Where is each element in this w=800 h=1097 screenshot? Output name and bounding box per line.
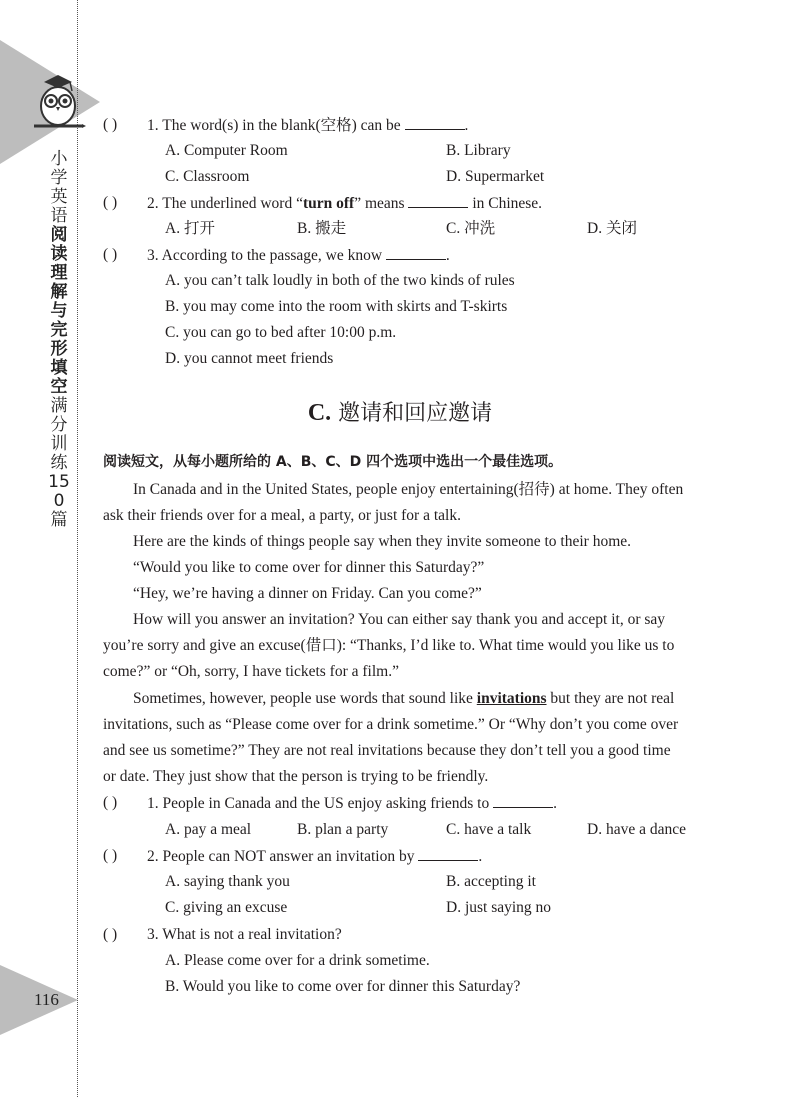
owl-mascot-icon <box>30 72 86 132</box>
answer-blank <box>418 846 478 861</box>
answer-paren: ( ) <box>103 847 118 864</box>
passage-line: and see us sometime?” They are not real invitations because they don’t tell you a good time <box>103 742 671 759</box>
section-title: C. 邀请和回应邀请 <box>307 400 493 426</box>
passage-line: “Hey, we’re having a dinner on Friday. Can you come?” <box>133 585 482 602</box>
answer-paren: ( ) <box>103 194 118 211</box>
passage-line: you’re sorry and give an excuse(借口): “Thanks, I’d like to. What time would you like us to <box>103 637 675 654</box>
answer-blank <box>405 115 465 130</box>
option-a: A. pay a meal <box>165 821 252 838</box>
question-stem: 2. The underlined word “turn off” means in Chinese. <box>147 195 543 212</box>
passage-line: How will you answer an invitation? You can either say thank you and accept it, or say <box>133 611 666 628</box>
book-title-bold: 阅读理解与完形填空 <box>50 225 68 397</box>
option-a: A. you can’t talk loudly in both of the two kinds of rules <box>165 272 515 289</box>
book-series-title <box>46 150 72 530</box>
question-stem: 1. People in Canada and the US enjoy asking friends to . <box>147 795 557 812</box>
option-b: B. 搬走 <box>297 220 347 237</box>
answer-paren: ( ) <box>103 246 118 263</box>
binding-dotted-line <box>77 0 78 1097</box>
question-stem: 3. According to the passage, we know . <box>147 247 450 264</box>
passage-line: Sometimes, however, people use words that sound like invitations but they are not real <box>133 690 675 707</box>
option-a: A. saying thank you <box>165 873 290 890</box>
option-b: B. accepting it <box>446 873 536 890</box>
option-c: C. giving an excuse <box>165 899 288 916</box>
book-title-light-2: 满分训练 150 篇 <box>48 396 70 530</box>
keyword-invitations: invitations <box>476 690 547 707</box>
option-c: C. 冲洗 <box>446 220 496 237</box>
answer-blank <box>386 245 446 260</box>
option-b: B. Library <box>446 142 511 159</box>
passage-line: or date. They just show that the person is trying to be friendly. <box>103 768 489 785</box>
question-stem: 3. What is not a real invitation? <box>147 926 342 943</box>
option-c: C. you can go to bed after 10:00 p.m. <box>165 324 397 341</box>
option-a: A. Computer Room <box>165 142 288 159</box>
passage-line: In Canada and in the United States, people enjoy entertaining(招待) at home. They often <box>133 481 684 498</box>
option-d: D. 关闭 <box>587 220 637 237</box>
book-title-light-1: 小学英语 <box>50 149 68 226</box>
option-a: A. 打开 <box>165 220 215 237</box>
page-number: 116 <box>34 990 59 1009</box>
option-a: A. Please come over for a drink sometime. <box>165 952 430 969</box>
question-stem: 1. The word(s) in the blank(空格) can be . <box>147 117 469 134</box>
passage-line: invitations, such as “Please come over for a drink sometime.” Or “Why don’t you come over <box>103 716 679 733</box>
option-d: D. have a dance <box>587 821 686 838</box>
option-d: D. Supermarket <box>446 168 545 185</box>
passage-line: ask their friends over for a meal, a party, or just for a talk. <box>103 507 461 524</box>
answer-paren: ( ) <box>103 116 118 133</box>
option-b: B. plan a party <box>297 821 389 838</box>
question-stem: 2. People can NOT answer an invitation by . <box>147 848 483 865</box>
passage-line: come?” or “Oh, sorry, I have tickets for a film.” <box>103 663 399 680</box>
option-d: D. you cannot meet friends <box>165 350 334 367</box>
option-c: C. have a talk <box>446 821 532 838</box>
answer-paren: ( ) <box>103 926 118 943</box>
option-b: B. Would you like to come over for dinner this Saturday? <box>165 978 521 995</box>
option-d: D. just saying no <box>446 899 552 916</box>
answer-paren: ( ) <box>103 794 118 811</box>
option-b: B. you may come into the room with skirts and T-skirts <box>165 298 508 315</box>
passage-line: Here are the kinds of things people say when they invite someone to their home. <box>133 533 632 550</box>
answer-blank <box>493 793 553 808</box>
answer-blank <box>408 193 468 208</box>
instruction-text: 阅读短文，从每小题所给的 A、B、C、D 四个选项中选出一个最佳选项。 <box>103 454 563 470</box>
option-c: C. Classroom <box>165 168 250 185</box>
passage-line: “Would you like to come over for dinner this Saturday?” <box>133 559 485 576</box>
